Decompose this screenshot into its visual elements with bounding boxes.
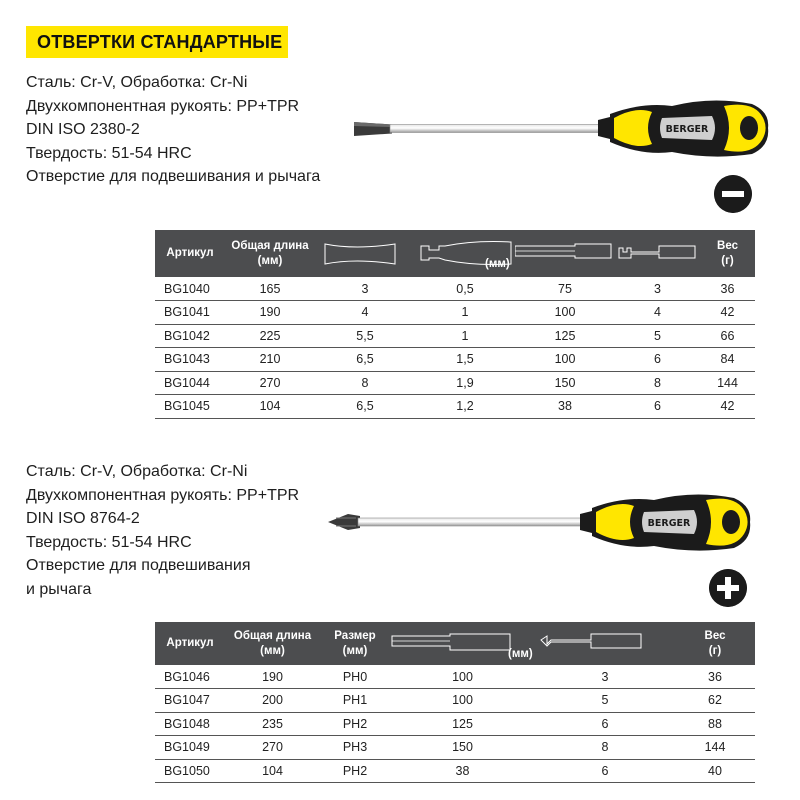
table-cell: 5 xyxy=(615,324,700,348)
spec-line: DIN ISO 8764-2 xyxy=(26,510,140,527)
table-cell: 190 xyxy=(225,665,320,689)
header-blade-length xyxy=(515,230,615,277)
table-row xyxy=(155,301,755,325)
header-size xyxy=(320,622,390,665)
table-cell: PH2 xyxy=(320,759,390,783)
table-cell: 40 xyxy=(675,759,755,783)
table-cell: 235 xyxy=(225,712,320,736)
table-cell: 3 xyxy=(615,277,700,301)
header-length-line2: (мм) xyxy=(257,254,283,267)
header-dims-unit: (мм) xyxy=(508,648,533,660)
phillips-spec-table xyxy=(155,622,755,783)
spec-list-phillips xyxy=(26,460,299,601)
table-row xyxy=(155,395,755,419)
article-cell: BG1042 xyxy=(155,324,225,348)
header-length-line2: (мм) xyxy=(260,644,285,657)
article-cell: BG1050 xyxy=(155,759,225,783)
table-row xyxy=(155,665,755,689)
table-cell: 75 xyxy=(515,277,615,301)
slotted-spec-table xyxy=(155,230,755,419)
article-cell: BG1043 xyxy=(155,348,225,372)
plus-icon xyxy=(709,569,747,607)
header-dims-unit: (мм) xyxy=(485,258,510,270)
article-cell: BG1046 xyxy=(155,665,225,689)
header-length xyxy=(225,230,315,277)
tip-size-icon xyxy=(615,230,700,277)
table-row xyxy=(155,277,755,301)
table-cell: 1,2 xyxy=(415,395,515,419)
table-cell: 270 xyxy=(225,736,320,760)
table-cell: 150 xyxy=(390,736,535,760)
blade-length-icon xyxy=(515,230,615,277)
table-cell: 100 xyxy=(515,301,615,325)
table-cell: 5,5 xyxy=(315,324,415,348)
table-cell: PH3 xyxy=(320,736,390,760)
spec-line: Отверстие для подвешивания xyxy=(26,557,251,574)
header-weight xyxy=(675,622,755,665)
table-cell: 100 xyxy=(390,665,535,689)
table-row xyxy=(155,736,755,760)
table-cell: 42 xyxy=(700,301,755,325)
table-cell: 66 xyxy=(700,324,755,348)
header-size-line2: (мм) xyxy=(342,644,368,657)
article-cell: BG1047 xyxy=(155,689,225,713)
table-cell: 42 xyxy=(700,395,755,419)
phillips-screwdriver-image xyxy=(326,490,754,554)
table-row xyxy=(155,712,755,736)
page-title: ОТВЕРТКИ СТАНДАРТНЫЕ xyxy=(26,26,288,58)
header-length-line1: Общая длина xyxy=(233,629,312,642)
header-weight-line2: (г) xyxy=(708,644,722,657)
header-article: Артикул xyxy=(155,622,225,665)
table-cell: 5 xyxy=(535,689,675,713)
table-cell: 62 xyxy=(675,689,755,713)
table-cell: 125 xyxy=(515,324,615,348)
article-cell: BG1041 xyxy=(155,301,225,325)
header-weight-line2: (г) xyxy=(721,254,734,267)
table-cell: 84 xyxy=(700,348,755,372)
table-cell: 36 xyxy=(700,277,755,301)
header-blade-width xyxy=(315,230,415,277)
table-cell: 6 xyxy=(615,348,700,372)
table-cell: 3 xyxy=(315,277,415,301)
header-weight-line1: Вес xyxy=(717,239,738,252)
table-cell: 150 xyxy=(515,371,615,395)
article-cell: BG1040 xyxy=(155,277,225,301)
table-cell: 6 xyxy=(615,395,700,419)
table-cell: 8 xyxy=(615,371,700,395)
table-cell: 1,5 xyxy=(415,348,515,372)
table-cell: 0,5 xyxy=(415,277,515,301)
table-row xyxy=(155,759,755,783)
table-cell: PH2 xyxy=(320,712,390,736)
table-row xyxy=(155,348,755,372)
table-cell: 100 xyxy=(390,689,535,713)
table-cell: 6 xyxy=(535,759,675,783)
table-cell: 1 xyxy=(415,324,515,348)
table-cell: 200 xyxy=(225,689,320,713)
table-cell: 125 xyxy=(390,712,535,736)
spec-line: DIN ISO 2380-2 xyxy=(26,121,140,138)
table-cell: 1 xyxy=(415,301,515,325)
header-weight xyxy=(700,230,755,277)
table-cell: 190 xyxy=(225,301,315,325)
table-cell: 38 xyxy=(515,395,615,419)
table-cell: 165 xyxy=(225,277,315,301)
spec-line: и рычага xyxy=(26,580,92,598)
table-cell: 6,5 xyxy=(315,395,415,419)
header-size-line1: Размер xyxy=(334,629,376,642)
table-cell: 104 xyxy=(225,759,320,783)
table-cell: 144 xyxy=(675,736,755,760)
table-cell: 100 xyxy=(515,348,615,372)
header-shaft-diameter xyxy=(535,622,675,665)
table-cell: PH1 xyxy=(320,689,390,713)
spec-line: Сталь: Cr-V, Обработка: Cr-Ni xyxy=(26,74,248,91)
spec-list-slotted xyxy=(26,71,320,189)
shaft-diameter-icon xyxy=(535,622,675,665)
header-length xyxy=(225,622,320,665)
table-cell: PH0 xyxy=(320,665,390,689)
article-cell: BG1045 xyxy=(155,395,225,419)
spec-line: Двухкомпонентная рукоять: PP+TPR xyxy=(26,97,300,115)
table-cell: 6 xyxy=(535,712,675,736)
spec-line: Твердость: 51-54 HRC xyxy=(26,144,192,162)
article-cell: BG1044 xyxy=(155,371,225,395)
table-cell: 8 xyxy=(315,371,415,395)
blade-width-icon xyxy=(315,230,415,277)
header-weight-line1: Вес xyxy=(704,629,726,642)
table-cell: 225 xyxy=(225,324,315,348)
table-cell: 6,5 xyxy=(315,348,415,372)
brand-logo: BERGER xyxy=(665,124,709,135)
table-cell: 3 xyxy=(535,665,675,689)
table-row xyxy=(155,689,755,713)
minus-icon xyxy=(714,175,752,213)
spec-line: Сталь: Cr-V, Обработка: Cr-Ni xyxy=(26,463,248,480)
table-cell: 88 xyxy=(675,712,755,736)
header-shaft-length xyxy=(390,622,535,665)
table-cell: 38 xyxy=(390,759,535,783)
table-cell: 36 xyxy=(675,665,755,689)
spec-line: Двухкомпонентная рукоять: PP+TPR xyxy=(26,486,300,504)
table-cell: 270 xyxy=(225,371,315,395)
table-row xyxy=(155,371,755,395)
table-cell: 144 xyxy=(700,371,755,395)
table-cell: 104 xyxy=(225,395,315,419)
table-cell: 210 xyxy=(225,348,315,372)
header-article: Артикул xyxy=(155,230,225,277)
table-row xyxy=(155,324,755,348)
brand-logo: BERGER xyxy=(647,518,691,529)
header-tip-size xyxy=(615,230,700,277)
article-cell: BG1049 xyxy=(155,736,225,760)
table-cell: 4 xyxy=(615,301,700,325)
header-blade-thickness xyxy=(415,230,515,277)
spec-line: Твердость: 51-54 HRC xyxy=(26,533,192,551)
table-cell: 4 xyxy=(315,301,415,325)
article-cell: BG1048 xyxy=(155,712,225,736)
slotted-screwdriver-image xyxy=(352,96,770,160)
spec-line: Отверстие для подвешивания и рычага xyxy=(26,168,321,185)
table-cell: 8 xyxy=(535,736,675,760)
header-length-line1: Общая длина xyxy=(231,239,309,252)
table-cell: 1,9 xyxy=(415,371,515,395)
